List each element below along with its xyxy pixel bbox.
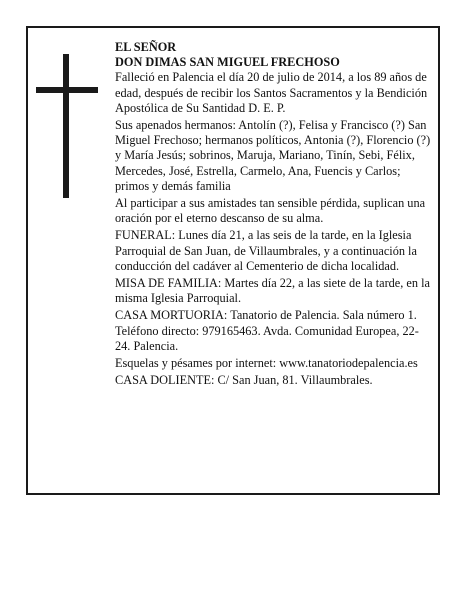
latin-cross-icon	[36, 54, 98, 198]
paragraph-death: Falleció en Palencia el día 20 de julio de 2014, a los 89 años de edad, después de recibir los Santos Sacramentos y la Bendición Apostólica de Su Santidad D. E. P.	[115, 70, 428, 115]
paragraph-house: CASA DOLIENTE: C/ San Juan, 81. Villaumbrales.	[115, 373, 373, 388]
paragraph-request: Al participar a sus amistades tan sensible pérdida, suplican una oración por el eterno descanso de su alma.	[115, 196, 426, 226]
cross-vertical-bar	[63, 54, 69, 198]
title-line-1: EL SEÑOR	[115, 40, 177, 54]
title-line-2: DON DIMAS SAN MIGUEL FRECHOSO	[115, 55, 340, 70]
paragraph-funeral: FUNERAL: Lunes día 21, a las seis de la tarde, en la Iglesia Parroquial de San Juan, de Villaumbrales, y a continuación la conducción del cadáver al Cementerio de dicha localidad.	[115, 228, 417, 273]
obituary-text	[115, 40, 433, 390]
paragraph-family: Sus apenados hermanos: Antolín (?), Felisa y Francisco (?) San Miguel Frechoso; hermanos políticos, Antonia (?), Florencio (?) y María Jesús; sobrinos, Maruja, Mariano, Tinín, Sebi, Félix, Mercedes, José, Estrella, Carmelo, Ana, Fuencis y Carlos; primos y demás familia	[115, 118, 431, 193]
paragraph-mortuary: CASA MORTUORIA: Tanatorio de Palencia. Sala número 1. Teléfono directo: 979165463. Avda. Comunidad Europea, 22-24. Palencia.	[115, 308, 419, 353]
cross-horizontal-bar	[36, 87, 98, 93]
paragraph-family-mass: MISA DE FAMILIA: Martes día 22, a las siete de la tarde, en la misma Iglesia Parroquial.	[115, 276, 430, 306]
paragraph-internet: Esquelas y pésames por internet: www.tanatoriodepalencia.es	[115, 356, 418, 371]
